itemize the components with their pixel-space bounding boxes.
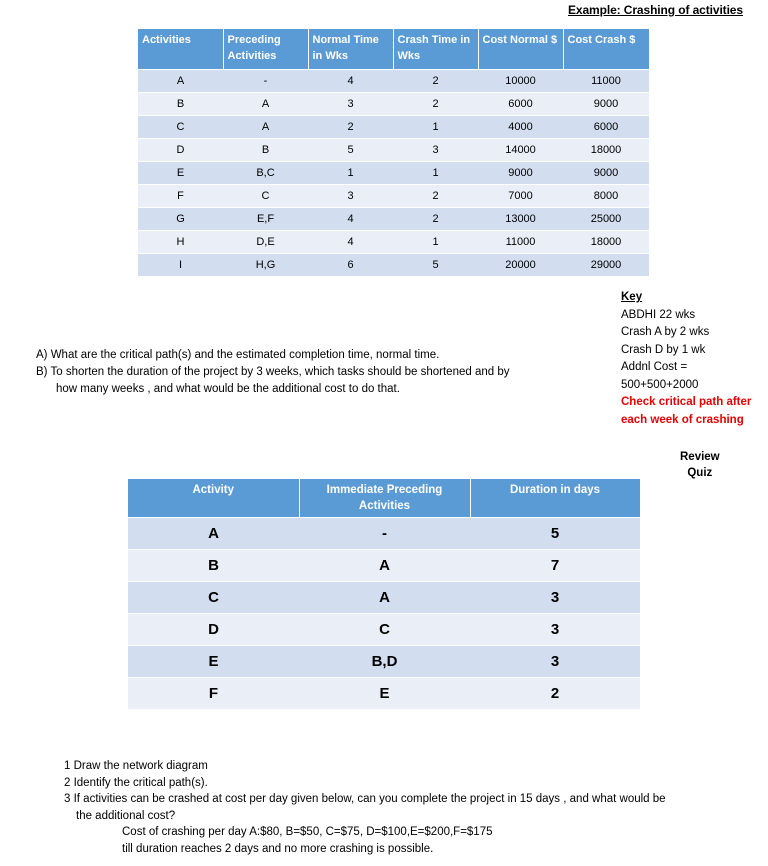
header-activities: Activities [138,29,223,70]
cell: 3 [470,646,640,678]
cell: 4000 [478,116,563,139]
key-line: 500+500+2000 [621,378,699,391]
table-row [138,208,649,231]
instruction-3-cont: the additional cost? [76,809,176,822]
crash-cost-line: Cost of crashing per day A:$80, B=$50, C=$75, D=$100,E=$200,F=$175 [122,826,493,838]
crash-limit-line: till duration reaches 2 days and no more crashing is possible. [122,842,434,855]
table-row [138,139,649,162]
cell: 2 [393,185,478,208]
table-row [128,582,640,614]
cell: - [299,518,470,550]
cell: 2 [393,208,478,231]
cell: B [128,550,299,582]
cell: 3 [393,139,478,162]
cell: 9000 [563,162,649,185]
cell: 2 [308,116,393,139]
cell: 11000 [563,70,649,93]
cell: 7000 [478,185,563,208]
cell: 1 [308,162,393,185]
table-header-row [128,479,640,518]
cell: C [138,116,223,139]
cell: H [138,231,223,254]
quiz-label: Quiz [687,467,713,479]
question-b-cont: how many weeks , and what would be the additional cost to do that. [56,383,400,395]
crashing-table [138,29,650,276]
key-heading: Key [621,291,643,303]
cell: 29000 [563,254,649,277]
cell: 3 [308,185,393,208]
key-note: Check critical path after [621,396,752,408]
question-b: B) To shorten the duration of the project by 3 weeks, which tasks should be shortened and by [36,366,510,378]
table-row [138,70,649,93]
table-row [128,614,640,646]
key-note: each week of crashing [621,413,744,426]
cell: 9000 [478,162,563,185]
cell: 2 [393,70,478,93]
instruction-3: 3 If activities can be crashed at cost per day given below, can you complete the project in 15 days , and what would be [64,793,666,805]
cell: C [223,185,308,208]
table-row [138,93,649,116]
cell: 5 [308,139,393,162]
table-header-row [138,29,649,70]
cell: 4 [308,231,393,254]
header-immediate-preceding: Immediate Preceding Activities [299,479,470,518]
key-line: ABDHI 22 wks [621,308,696,321]
cell: 13000 [478,208,563,231]
header-duration: Duration in days [470,479,640,518]
cell: 6000 [478,93,563,116]
cell: 7 [470,550,640,582]
cell: 1 [393,231,478,254]
cell: E [128,646,299,678]
cell: D,E [223,231,308,254]
cell: 6 [308,254,393,277]
cell: E [138,162,223,185]
questions [36,347,510,398]
cell: 18000 [563,139,649,162]
cell: 25000 [563,208,649,231]
cell: G [138,208,223,231]
cell: A [223,93,308,116]
cell: E,F [223,208,308,231]
cell: 1 [393,162,478,185]
cell: C [299,614,470,646]
header-crash-time: Crash Time in Wks [393,29,478,70]
cell: I [138,254,223,277]
cell: 20000 [478,254,563,277]
instruction-1: 1 Draw the network diagram [64,760,208,772]
answer-key [621,289,751,429]
cell: 11000 [478,231,563,254]
question-a: A) What are the critical path(s) and the estimated completion time, normal time. [36,349,440,361]
key-line: Crash D by 1 wk [621,343,706,356]
table-row [138,254,649,277]
cell: D [128,614,299,646]
cell: 3 [308,93,393,116]
cell: 9000 [563,93,649,116]
table-row [138,162,649,185]
review-label: Review [680,451,720,463]
key-line: Addnl Cost = [621,361,688,373]
key-line: Crash A by 2 wks [621,326,710,338]
table-row [138,116,649,139]
cell: 18000 [563,231,649,254]
cell: A [138,70,223,93]
header-normal-time: Normal Time in Wks [308,29,393,70]
cell: D [138,139,223,162]
cell: - [223,70,308,93]
cell: 5 [393,254,478,277]
cell: 14000 [478,139,563,162]
cell: 3 [470,614,640,646]
cell: B,D [299,646,470,678]
cell: 5 [470,518,640,550]
table-row [138,185,649,208]
cell: 1 [393,116,478,139]
cell: B [223,139,308,162]
header-preceding: Preceding Activities [223,29,308,70]
quiz-table [128,479,641,709]
cell: B [138,93,223,116]
table-row [128,550,640,582]
cell: 10000 [478,70,563,93]
cell: A [299,550,470,582]
cell: B,C [223,162,308,185]
cell: F [128,678,299,710]
quiz-instructions [64,758,666,857]
cell: H,G [223,254,308,277]
review-quiz-label [680,449,720,481]
cell: A [128,518,299,550]
instruction-2: 2 Identify the critical path(s). [64,776,208,789]
cell: 6000 [563,116,649,139]
cell: F [138,185,223,208]
cell: C [128,582,299,614]
table-row [138,231,649,254]
cell: E [299,678,470,710]
page-title: Example: Crashing of activities [568,3,743,17]
header-cost-crash: Cost Crash $ [563,29,649,70]
table-row [128,518,640,550]
cell: A [223,116,308,139]
cell: 4 [308,208,393,231]
cell: 2 [393,93,478,116]
header-cost-normal: Cost Normal $ [478,29,563,70]
cell: 2 [470,678,640,710]
cell: A [299,582,470,614]
table-row [128,678,640,710]
table-row [128,646,640,678]
cell: 4 [308,70,393,93]
header-activity: Activity [128,479,299,518]
cell: 8000 [563,185,649,208]
cell: 3 [470,582,640,614]
